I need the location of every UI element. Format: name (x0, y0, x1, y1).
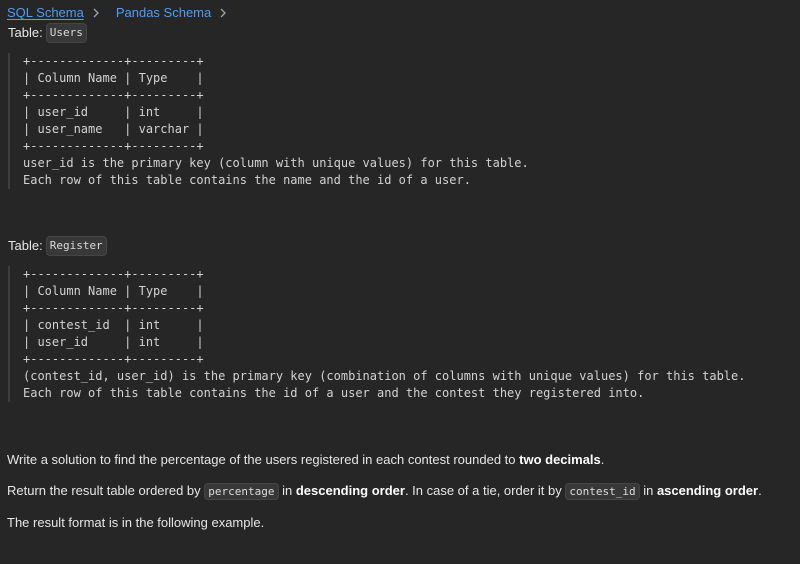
schema-line: | contest_id | int | (23, 318, 204, 332)
breadcrumb (7, 4, 243, 22)
table-name-users: Users (46, 23, 87, 43)
result-format-paragraph (7, 514, 264, 531)
instruction-text: in (278, 483, 296, 498)
instruction-text: Return the result table ordered by (7, 483, 205, 498)
schema-line: +-------------+---------+ (23, 54, 204, 68)
schema-line: Each row of this table contains the id of a user and the contest they registered into. (23, 386, 645, 400)
table-heading-users (8, 23, 87, 43)
schema-line: +-------------+---------+ (23, 88, 204, 102)
schema-line: | user_id | int | (23, 105, 204, 119)
table-label: Table: (8, 238, 43, 253)
instruction-text: . (758, 483, 762, 498)
tab-pandas-schema[interactable] (116, 5, 243, 21)
instruction-text: The result format is in the following example. (7, 515, 265, 530)
ordering-paragraph (7, 482, 762, 500)
schema-line: user_id is the primary key (column with unique values) for this table. (23, 156, 529, 170)
instruction-text: . (600, 452, 605, 467)
tab-sql-schema-label: SQL Schema (7, 5, 84, 20)
table-label: Table: (8, 25, 43, 40)
instruction-text: . In case of a tie, order it by (404, 483, 566, 498)
tab-pandas-schema-label: Pandas Schema (115, 5, 212, 20)
chevron-right-icon (90, 7, 102, 19)
schema-line: +-------------+---------+ (23, 301, 204, 315)
schema-line: +-------------+---------+ (23, 267, 204, 281)
instruction-emphasis: descending order (295, 483, 405, 498)
schema-line: | Column Name | Type | (23, 284, 204, 298)
schema-line: +-------------+---------+ (23, 352, 204, 366)
schema-line: | user_name | varchar | (23, 122, 204, 136)
instruction-text: in (639, 483, 657, 498)
schema-line: Each row of this table contains the name and the id of a user. (23, 173, 471, 187)
instruction-emphasis: two decimals (519, 452, 601, 467)
chevron-right-icon (217, 7, 229, 19)
schema-line: (contest_id, user_id) is the primary key (combination of columns with unique values) for this table. (23, 369, 746, 383)
instruction-emphasis: ascending order (656, 483, 759, 498)
schema-block-register (8, 266, 800, 402)
instruction-text: Write a solution to find the percentage of the users registered in each contest rounded to (7, 452, 520, 467)
schema-line: | Column Name | Type | (23, 71, 204, 85)
schema-block-users (8, 53, 800, 189)
table-name-register: Register (46, 236, 107, 256)
table-heading-register (8, 236, 107, 256)
tab-sql-schema[interactable] (7, 5, 116, 21)
schema-line: | user_id | int | (23, 335, 204, 349)
column-code-percentage: percentage (204, 483, 278, 500)
instruction-paragraph (7, 451, 604, 468)
column-code-contest-id: contest_id (565, 483, 639, 500)
schema-line: +-------------+---------+ (23, 139, 204, 153)
